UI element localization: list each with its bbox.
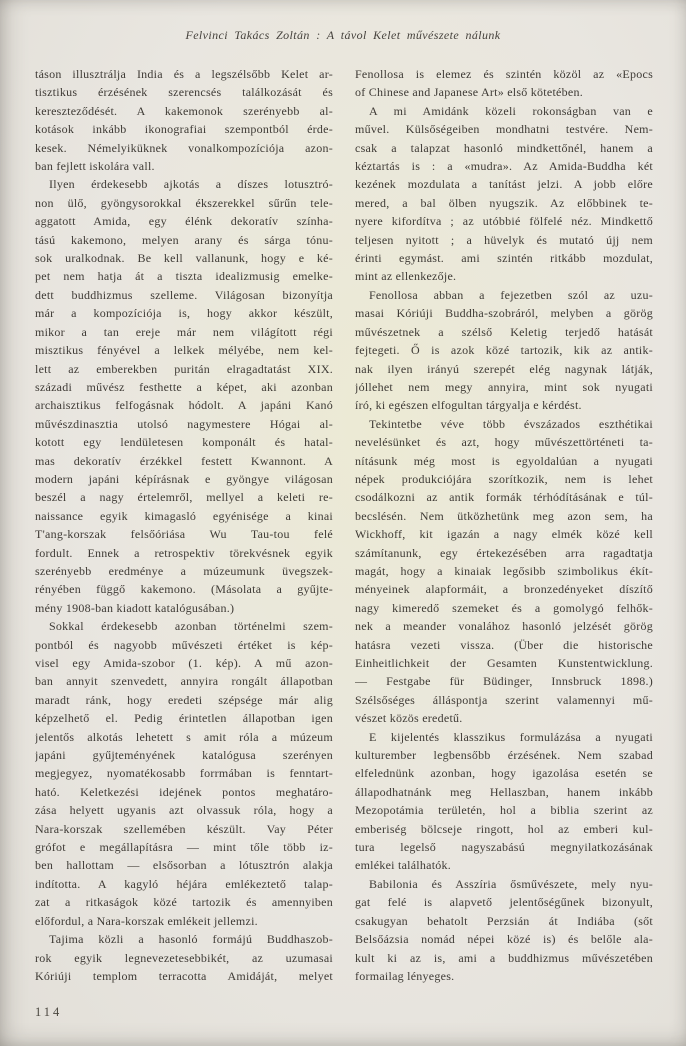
right-column <box>355 65 653 985</box>
text-line: naissance egyik kimagasló egyénisége a kinai <box>35 508 333 523</box>
text-line: jelentős alkotás lehetett s amit róla a múzeum <box>35 729 333 744</box>
text-line: zat a ritkaságok közé tartozik és amennyiben <box>35 895 333 910</box>
text-line: nításunk még most is egyoldalúan a nyugati <box>355 453 653 468</box>
text-line: vészet közös eredetű. <box>355 711 463 726</box>
paragraph <box>355 728 653 875</box>
text-line: A mi Amidánk közeli rokonságban van e <box>369 103 653 118</box>
text-line: képzelhető el. Pedig érintetlen állapotban igen <box>35 711 333 726</box>
text-line: állapodhatnánk meg Hellaszban, hanem inkább <box>355 784 653 799</box>
text-line: visel egy Amida-szobor (1. kép). A mű azon- <box>35 656 333 670</box>
text-line: ható. Keletkezési idejének pontos meghatáro- <box>35 784 333 799</box>
text-line: Fenollosa abban a fejezetben szól az uzu- <box>369 287 653 302</box>
text-line: kotások inkább ikonografiai szempontból érde- <box>35 122 333 137</box>
text-line: Sokkal érdekesebb azonban történelmi szem- <box>49 619 333 634</box>
text-line: tású kakemono, melyen arany és sárga tónu- <box>35 232 333 247</box>
text-line: szerényebb eredménye a múzeumunk üvegszek- <box>35 563 333 578</box>
text-line: Wickhoff, kit igazán a nagy elmék közé kell <box>355 527 653 542</box>
text-line: kult ki az is, ami a buddhizmus művészetében <box>355 950 653 965</box>
text-line: E kijelentés klasszikus formulázása a nyugati <box>369 729 653 744</box>
text-line: csakugyan behatolt Perzsián át Indiába (sőt <box>355 913 653 928</box>
text-line: csodálkozni az antik formák térhódításának e túl- <box>355 490 653 505</box>
text-line: beszél a nagy értelemről, mellyel a keleti re- <box>35 490 333 505</box>
paragraph <box>35 175 333 617</box>
text-line: nyere kifordítva ; az utóbbié fölfelé néz. Mindkettő <box>355 214 653 229</box>
paragraph <box>355 875 653 985</box>
page-number: 114 <box>35 1005 63 1019</box>
text-line: T'ang-korszak felsőóriása Wu Tau-tou felé <box>35 527 333 542</box>
text-line: fordult. Ennek a retrospektiv törekvésnek egyik <box>35 545 333 560</box>
text-line: emlékei találhatók. <box>355 858 452 873</box>
text-line: érinti egymást. ami szintén ritkább mozdulat, <box>355 251 653 266</box>
text-line: kéztartás is : a «mudra». Az Amida-Buddha két <box>355 159 653 174</box>
text-line: csak a talapzat hasonló mindkettőnél, hanem a <box>355 140 653 155</box>
paragraph <box>35 617 333 930</box>
text-line: számítanunk, egy értekezésében arra ragadtatja <box>355 545 653 560</box>
text-line: Einheitlichkeit der Gesamten Kunstentwicklung. <box>355 656 653 670</box>
text-line: előfordul, a Nara-korszak emlékeit jellemzi. <box>35 913 258 928</box>
text-line: pet nem hatja át a tiszta idealizmusig emelke- <box>35 269 333 284</box>
text-line: jóllehet nem megy annyira, mint sok nyugati <box>355 379 653 394</box>
running-header: Felvinci Takács Zoltán : A távol Kelet művészete nálunk <box>185 28 501 42</box>
text-line: tura legelső nagyszabású megnyilatkozásának <box>355 840 653 855</box>
text-line: misztikus fényével a lelkek mélyébe, nem kel- <box>35 343 333 358</box>
text-line: Tajima közli a hasonló formájú Buddhaszob- <box>49 932 333 947</box>
text-line: ményeinek alapformáit, a bronzedényeket díszítő <box>355 582 653 597</box>
text-line: zása helyett ugyanis azt olvassuk róla, hogy a <box>35 803 333 818</box>
text-line: mas dekoratív érzékkel festett Kwannont. A <box>35 453 333 468</box>
paragraph <box>355 286 653 415</box>
text-line: grófot e megállapításra — mint tőle több iz- <box>35 840 333 855</box>
text-line: író, ki egészen elfogultan tárgyalja e kérdést. <box>355 398 582 413</box>
text-line: teljesen nyitott ; a hüvelyk és mutató újj nem <box>355 232 653 247</box>
text-line: művészdinasztia utolsó nagymestere Hógai al- <box>35 416 333 431</box>
text-line: elfelednünk azonban, hogy igazolása esetén se <box>355 766 653 781</box>
text-line: non ülő, gyöngysorokkal ékszerekkel sűrűn tele- <box>35 195 333 210</box>
text-line: kotott egy lendületesen komponált és hatal- <box>35 435 333 450</box>
text-line: táson illusztrálja India és a legszélsőbb Kelet ar- <box>35 67 333 81</box>
text-line: fejtegeti. Ő is azok közé tartozik, kik az antik- <box>355 343 653 358</box>
text-line: lett az emberekben puritán elragadtatást XIX. <box>35 361 333 376</box>
text-line: Nara-korszak szellemében készült. Vay Péter <box>35 821 333 836</box>
text-line: népek produkciójára szorítkozik, nem is lehet <box>355 471 653 486</box>
text-line: Belsőázsia nomád népei közé is) és belőle ala- <box>355 932 653 947</box>
paragraph <box>35 930 333 985</box>
text-line: Babilonia és Asszíria ősművészete, mely nyu- <box>369 876 653 891</box>
paragraph <box>355 102 653 286</box>
text-line: nagy kimeredő szemeket és a gomolygó felhők- <box>355 600 653 615</box>
text-line: magát, hogy a kinaiak legősibb szimbolikus ékít- <box>355 563 653 578</box>
text-line: rényében függő kakemono. (Másolata a gyűjte- <box>35 582 333 597</box>
text-line: hatásra vezeti vissza. (Über die historische <box>355 637 653 652</box>
text-line: művel. Külsőségeiben mondhatni testvére. Nem- <box>355 122 653 137</box>
text-line: gat felé is alapvető jelentőségűnek bizonyult, <box>355 895 653 910</box>
text-line: japáni gyűjteményének katalógusa szerényen <box>35 748 333 763</box>
text-line: masai Kóriúji Buddha-szobráról, melyben a görög <box>355 306 653 321</box>
text-line: kereszteződését. A kakemonok szerényebb al- <box>35 103 333 118</box>
text-line: Szélsőséges álláspontja szerint valamennyi mű- <box>355 692 653 707</box>
text-line: tisztikus érzésének szerencsés találkozását és <box>35 85 333 100</box>
text-line: mikor a tan ereje már nem világított régi <box>35 324 333 339</box>
text-line: nek a meander vonalához hasonló jelzését görög <box>355 619 653 634</box>
text-line: ben hallottam — elsősorban a lótusztrón alakja <box>35 858 333 873</box>
text-line: — Festgabe für Büdinger, Innsbruck 1898.) <box>355 674 653 689</box>
text-line: maradt ránk, hogy eredeti szépsége már alig <box>35 692 333 707</box>
text-line: mint az ellenkezője. <box>355 269 457 284</box>
text-line: formailag lényeges. <box>355 968 455 983</box>
text-line: rok egyik legnevezetesebbikét, az uzumasai <box>35 950 333 965</box>
text-line: ban fejlett iskolára vall. <box>35 159 155 174</box>
text-line: mered, a bal ölben nyugszik. Az előbbinek te- <box>355 195 653 210</box>
text-line: Ilyen érdekesebb ajkotás a díszes lotusztró- <box>49 177 333 192</box>
text-line: modern japáni képírásnak e gyöngye világosan <box>35 471 333 486</box>
text-line: Mezopotámia területén, hol a biblia szerint az <box>355 803 653 818</box>
text-line: már a kompozíciója is, hogy akkor készült, <box>35 306 333 321</box>
text-line: nevelésünket és azt, hogy művészettörténeti ta- <box>355 435 653 450</box>
text-line: századi művész festhette a képet, aki azonban <box>35 379 333 394</box>
text-line: kulturember legbensőbb érzésének. Nem szabad <box>355 748 653 763</box>
text-line: emberiség bölcseje ringott, hol az emberi kul- <box>355 821 653 836</box>
text-line: Fenollosa is elemez és szintén közöl az «Epocs <box>355 67 653 81</box>
text-line: kesek. Némelyiküknek vonalkompozíciója azon- <box>35 140 333 155</box>
text-body <box>0 43 686 985</box>
text-line: aggatott Amida, egy élénk dekoratív színha- <box>35 214 333 229</box>
text-line: megjegyez, nyomatékosabb forrmában is fenntart- <box>35 766 333 781</box>
text-line: pontból és nagyobb művészeti értéket is kép- <box>35 637 333 652</box>
text-line: mény 1908-ban kiadott katalógusában.) <box>35 600 235 615</box>
paragraph <box>35 65 333 175</box>
text-line: sok uralkodnak. Be kell vallanunk, hogy e ké- <box>35 251 333 266</box>
text-line: becslésén. Nem ütközhetünk meg azon sem, ha <box>355 508 653 523</box>
text-line: dett buddhizmus szelleme. Világosan bizonyítja <box>35 287 333 302</box>
paragraph <box>355 415 653 728</box>
left-column <box>35 65 333 985</box>
paragraph <box>355 65 653 102</box>
text-line: művészetnek a szélső Keletig terjedő hatását <box>355 324 653 339</box>
text-line: archaisztikus felfogásnak hódolt. A japáni Kanó <box>35 398 333 413</box>
text-line: ban annyit szenvedett, annyira rongált állapotban <box>35 674 333 689</box>
text-line: kezének mozdulata a tanítást jelzi. A jobb előre <box>355 177 653 192</box>
text-line: indította. A kagyló héjára emlékeztető talap- <box>35 876 333 891</box>
text-line: Kóriúji templom terracotta Amidáját, melyet <box>35 968 333 983</box>
text-line: Tekintetbe véve több évszázados eszthétikai <box>369 416 653 431</box>
text-line: of Chinese and Japanese Art» első kötetében. <box>355 85 583 100</box>
text-line: nak ilyen irányú szerepét elég nagynak látják, <box>355 361 653 376</box>
